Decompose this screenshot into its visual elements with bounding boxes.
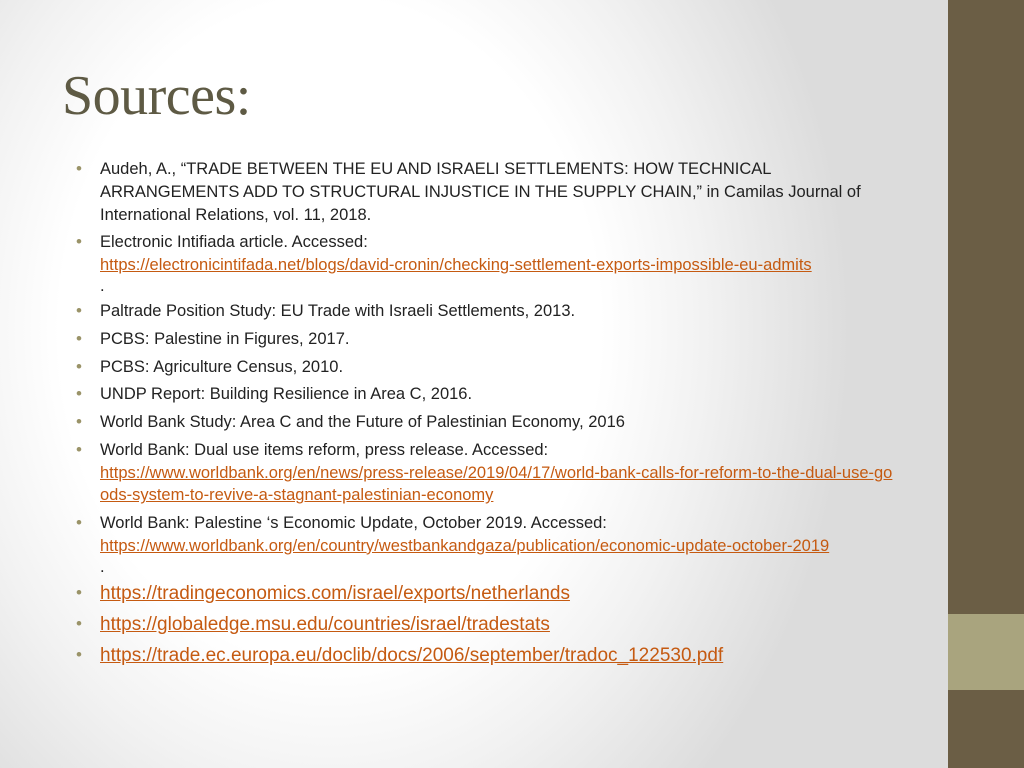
bullet-icon: • <box>76 645 82 665</box>
list-item <box>76 383 896 406</box>
source-link[interactable]: https://electronicintifada.net/blogs/david-cronin/checking-settlement-exports-impossible-eu-admits <box>100 256 812 275</box>
source-text: PCBS: Agriculture Census, 2010. <box>100 357 344 376</box>
list-item <box>76 300 896 323</box>
bullet-icon: • <box>76 582 82 602</box>
source-text: World Bank Study: Area C and the Future of Palestinian Economy, 2016 <box>100 413 625 432</box>
bullet-icon: • <box>76 412 82 432</box>
list-item <box>76 356 896 379</box>
bullet-icon: • <box>76 232 82 252</box>
source-link[interactable]: https://tradingeconomics.com/israel/exports/netherlands <box>100 582 570 604</box>
list-item <box>76 158 896 226</box>
source-link[interactable]: https://www.worldbank.org/en/news/press-release/2019/04/17/world-bank-calls-for-reform-to-the-dual-use-goods-system-to-revive-a-stagnant-palestinian-economy <box>100 463 893 505</box>
trailing-period: . <box>100 276 105 295</box>
source-text: World Bank: Dual use items reform, press release. Accessed: <box>100 440 549 459</box>
list-item <box>76 411 896 434</box>
bullet-icon: • <box>76 300 82 320</box>
source-text: Paltrade Position Study: EU Trade with Israeli Settlements, 2013. <box>100 301 576 320</box>
trailing-period: . <box>100 557 105 576</box>
bullet-icon: • <box>76 384 82 404</box>
source-link[interactable]: https://globaledge.msu.edu/countries/israel/tradestats <box>100 613 550 635</box>
source-text: PCBS: Palestine in Figures, 2017. <box>100 329 350 348</box>
bullet-icon: • <box>76 439 82 459</box>
list-item <box>76 612 896 638</box>
list-item <box>76 643 896 669</box>
list-item <box>76 581 896 607</box>
sources-list <box>76 158 896 674</box>
slide-title: Sources: <box>62 65 251 127</box>
source-text: World Bank: Palestine ‘s Economic Update, October 2019. Accessed: <box>100 514 607 533</box>
source-text: Audeh, A., “TRADE BETWEEN THE EU AND ISRAELI SETTLEMENTS: HOW TECHNICAL ARRANGEMENTS ADD TO STRUCTURAL INJUSTICE IN THE SUPPLY CHAIN,” in Camilas Journal of International Relations, vol. 11, 2018. <box>100 160 861 224</box>
source-link[interactable]: https://trade.ec.europa.eu/doclib/docs/2006/september/tradoc_122530.pdf <box>100 645 724 667</box>
source-text: UNDP Report: Building Resilience in Area C, 2016. <box>100 385 473 404</box>
bullet-icon: • <box>76 159 82 178</box>
bullet-icon: • <box>76 328 82 348</box>
bullet-icon: • <box>76 513 82 533</box>
sidebar-accent-light <box>948 614 1024 690</box>
list-item <box>76 328 896 351</box>
source-link[interactable]: https://www.worldbank.org/en/country/westbankandgaza/publication/economic-update-october-2019 <box>100 536 830 555</box>
bullet-icon: • <box>76 613 82 633</box>
list-item <box>76 439 896 507</box>
list-item <box>76 231 896 295</box>
bullet-icon: • <box>76 356 82 376</box>
list-item <box>76 512 896 576</box>
source-text: Electronic Intifiada article. Accessed: <box>100 233 368 252</box>
